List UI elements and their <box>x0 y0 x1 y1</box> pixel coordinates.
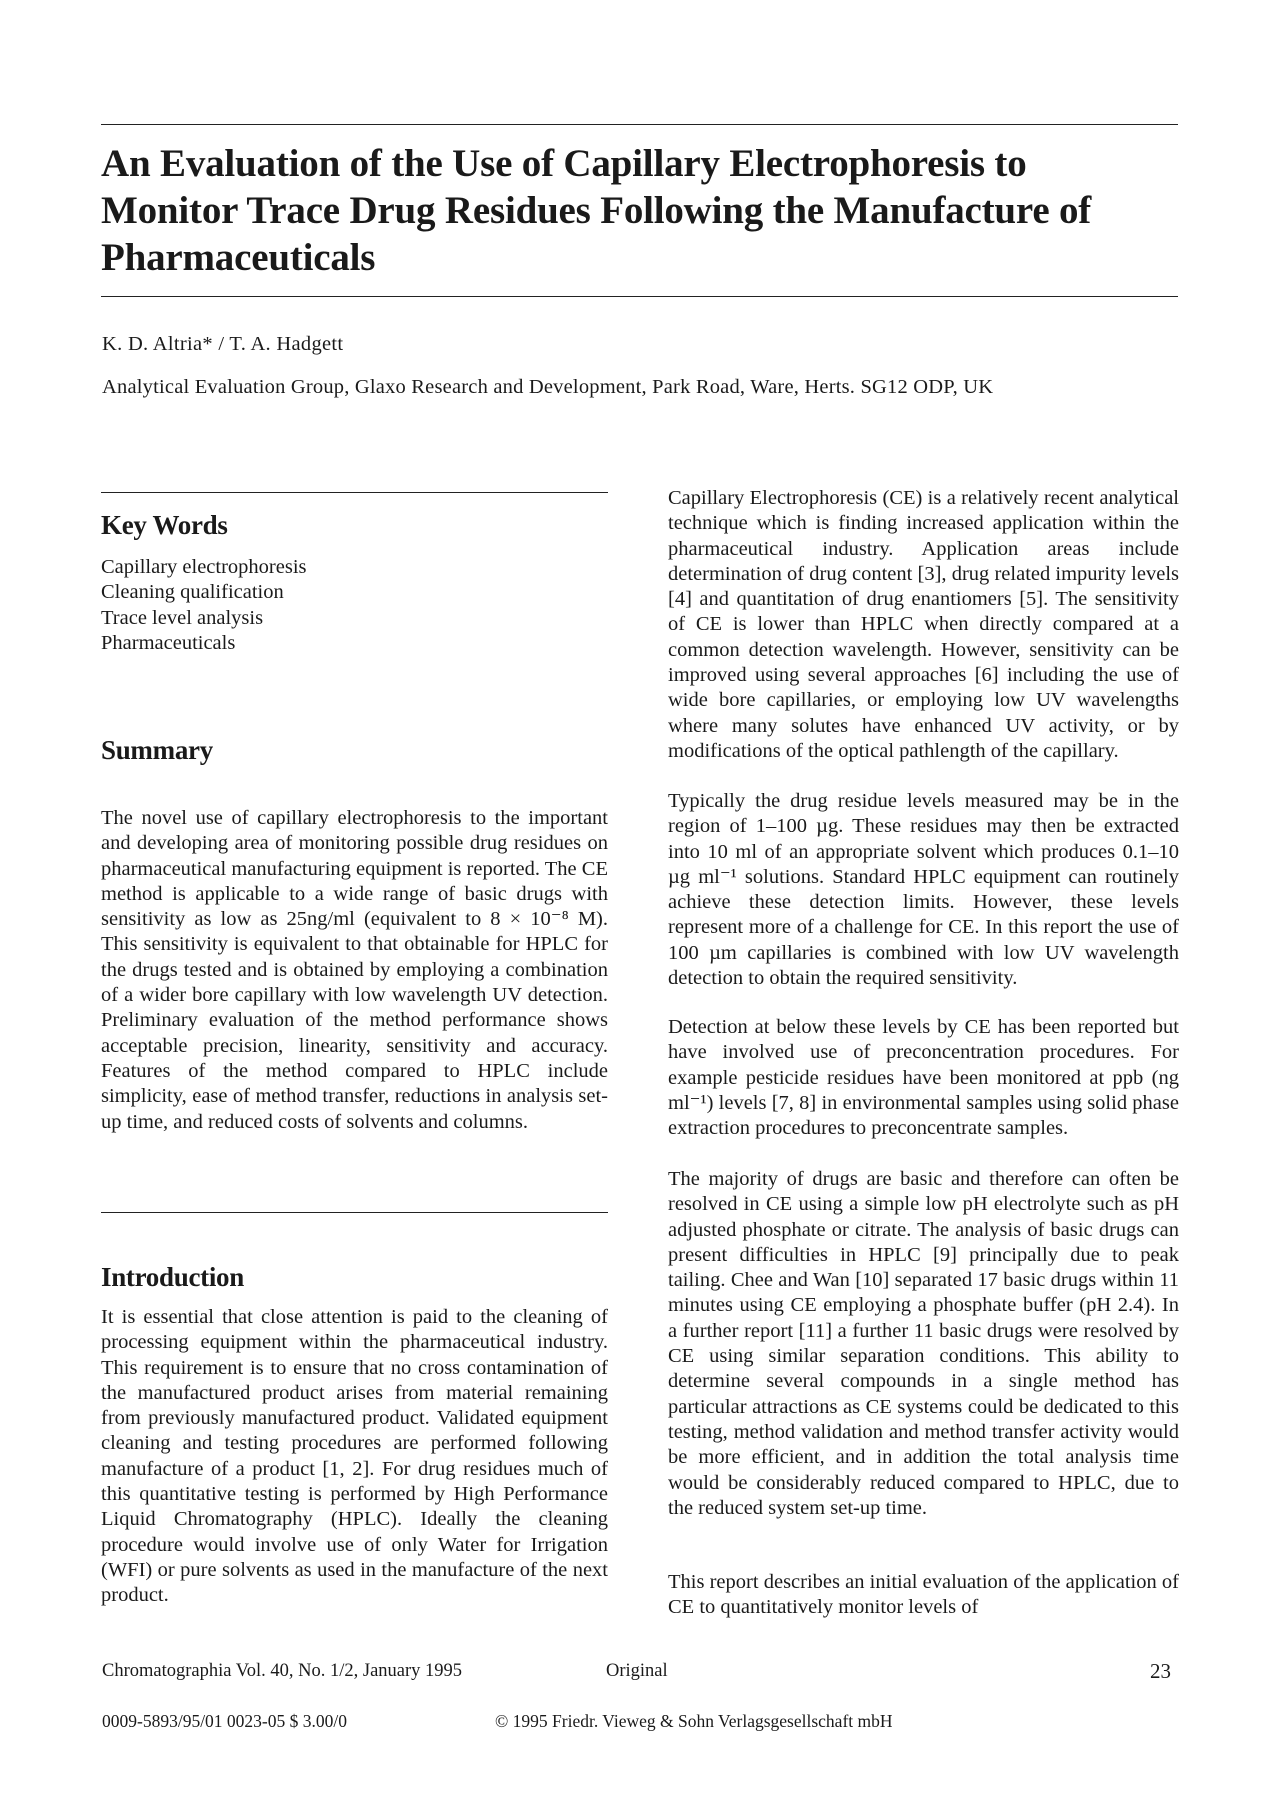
footer-journal: Chromatographia Vol. 40, No. 1/2, January 1995 <box>102 1661 463 1681</box>
summary-text: The novel use of capillary electrophoresis to the important and developing area of monitoring possible drug residues on pharmaceutical manufacturing equipment is reported. The CE method is applicable to a wide range of basic drugs with sensitivity as low as 25ng/ml (equivalent to 8 × 10⁻⁸ M). This sensitivity is equivalent to that obtainable for HPLC for the drugs tested and is obtained by employing a combination of a wider bore capillary with low wavelength UV detection. Preliminary evaluation of the method performance shows acceptable precision, linearity, sensitivity and accuracy. Features of the method compared to HPLC include simplicity, ease of method transfer, reductions in analysis set-up time, and reduced costs of solvents and columns. <box>101 807 608 1133</box>
keyword-item: Trace level analysis <box>101 606 264 629</box>
authors: K. D. Altria* / T. A. Hadgett <box>102 333 344 355</box>
body-paragraph-2: Typically the drug residue levels measured may be in the region of 1–100 µg. These residues may then be extracted into 10 ml of an appropriate solvent which produces 0.1–10 µg ml⁻¹ solutions. Standard HPLC equipment can routinely achieve these detection limits. However, these levels represent more of a challenge for CE. In this report the use of 100 µm capillaries is combined with low UV wavelength detection to obtain the required sensitivity. <box>668 790 1179 990</box>
keyword-item: Capillary electrophoresis <box>101 556 307 578</box>
body-paragraph-1: Capillary Electrophoresis (CE) is a relatively recent analytical technique which is finding increased application within the pharmaceutical industry. Application areas include determination of drug content [3], drug related impurity levels [4] and quantitation of drug enantiomers [5]. The sensitivity of CE is lower than HPLC when directly compared at a common detection wavelength. However, sensitivity can be improved using several approaches [6] including the use of wide bore capillaries, or employing low UV wavelengths where many solutes have enhanced UV activity, or by modifications of the optical pathlength of the capillary. <box>668 487 1179 762</box>
summary-heading: Summary <box>101 735 213 765</box>
keyword-item: Cleaning qualification <box>101 581 284 604</box>
footer-code: 0009-5893/95/01 0023-05 $ 3.00/0 <box>102 1711 347 1731</box>
summary-bottom-rule <box>101 1212 608 1213</box>
body-paragraph-3: Detection at below these levels by CE has been reported but have involved use of preconcentration procedures. For example pesticide residues have been monitored at ppb (ng ml⁻¹) levels [7, 8] in environmental samples using solid phase extraction procedures to preconcentrate samples. <box>668 1016 1179 1140</box>
body-paragraph-4: The majority of drugs are basic and therefore can often be resolved in CE using a simple low pH electrolyte such as pH adjusted phosphate or citrate. The analysis of basic drugs can present difficulties in HPLC [9] principally due to peak tailing. Chee and Wan [10] separated 17 basic drugs within 11 minutes using CE employing a phosphate buffer (pH 2.4). In a further report [11] a further 11 basic drugs were resolved by CE using similar separation conditions. This ability to determine several compounds in a single method has particular attractions as CE systems could be dedicated to this testing, method validation and method transfer activity would be more efficient, and in addition the total analysis time would be considerably reduced compared to HPLC, due to the reduced system set-up time. <box>668 1168 1179 1519</box>
affiliation: Analytical Evaluation Group, Glaxo Research and Development, Park Road, Ware, Herts. SG12 ODP, UK <box>102 376 994 398</box>
keywords-list <box>101 555 307 656</box>
top-rule <box>101 124 1178 125</box>
introduction-heading: Introduction <box>101 1262 244 1292</box>
footer-page-number: 23 <box>1150 1659 1171 1683</box>
introduction-text: It is essential that close attention is paid to the cleaning of processing equipment within the pharmaceutical industry. This requirement is to ensure that no cross contamination of the manufactured product arises from material remaining from previously manufactured product. Validated equipment cleaning and testing procedures are performed following manufacture of a product [1, 2]. For drug residues much of this quantitative testing is performed by High Performance Liquid Chromatography (HPLC). Ideally the cleaning procedure would involve use of only Water for Irrigation (WFI) or pure solvents as used in the manufacture of the next product. <box>101 1306 608 1607</box>
title-bottom-rule <box>101 296 1178 297</box>
body-paragraph-5: This report describes an initial evaluation of the application of CE to quantitatively monitor levels of <box>668 1571 1179 1619</box>
footer-copyright: © 1995 Friedr. Vieweg & Sohn Verlagsgesellschaft mbH <box>495 1711 893 1731</box>
keywords-top-rule <box>101 492 608 493</box>
keyword-item: Pharmaceuticals <box>101 631 236 654</box>
footer-article-type: Original <box>606 1661 668 1681</box>
article-title: An Evaluation of the Use of Capillary Electrophoresis to Monitor Trace Drug Residues Following the Manufacture of Pharmaceuticals <box>101 142 1092 279</box>
keywords-heading: Key Words <box>101 510 228 540</box>
